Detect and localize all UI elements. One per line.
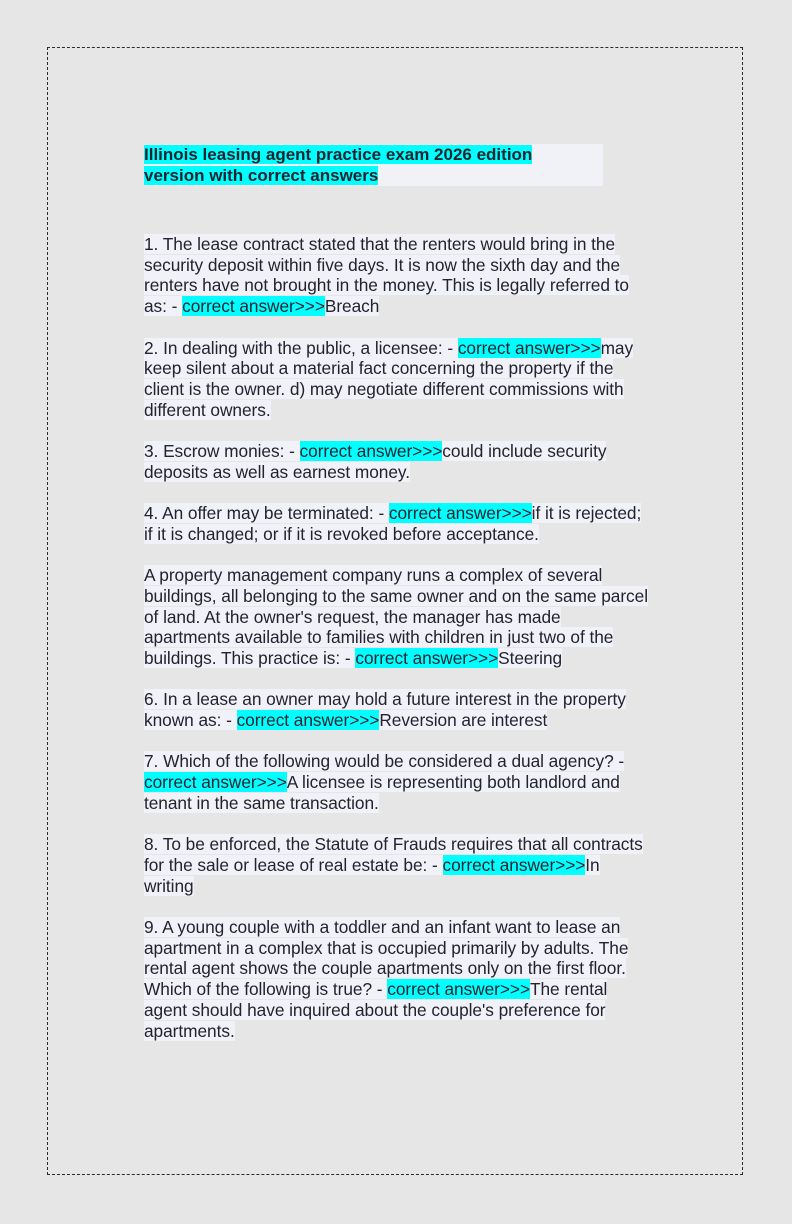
question-item-8 <box>144 834 650 896</box>
question-item-7 <box>144 751 650 813</box>
question-item-1 <box>144 234 650 317</box>
question-item-2 <box>144 338 650 421</box>
question-item-4 <box>144 503 650 544</box>
answer-label: correct answer>>> <box>144 772 287 793</box>
question-text: 1. The lease contract stated that the renters would bring in the security deposit within five days. It is now the sixth day and the renters have not brought in the money. This is legally referred to as: - <box>144 234 629 317</box>
answer-label: correct answer>>> <box>442 854 586 875</box>
question-item-3 <box>144 441 650 482</box>
answer-text: if it is rejected; if it is changed; or if it is revoked before acceptance. <box>144 503 642 544</box>
answer-label: correct answer>>> <box>457 337 601 358</box>
question-text: 3. Escrow monies: - <box>144 441 300 461</box>
answer-label: correct answer>>> <box>355 648 499 668</box>
answer-text: Reversion are interest <box>379 710 548 731</box>
title-block <box>144 144 603 186</box>
answer-text: The rental agent should have inquired about the couple's preference for apartments. <box>144 979 608 1041</box>
answer-text: Steering <box>498 648 563 668</box>
answer-label: correct answer>>> <box>387 979 530 1000</box>
question-item-5 <box>144 565 650 669</box>
title-line-1: Illinois leasing agent practice exam 2026 edition <box>144 145 533 164</box>
document-body <box>144 144 650 1062</box>
answer-text: A licensee is representing both landlord and tenant in the same transaction. <box>144 772 620 813</box>
question-text: 9. A young couple with a toddler and an infant want to lease an apartment in a complex that is occupied primarily by adults. The rental agent shows the couple apartments only on the first floor. Which of the following is true? - <box>144 917 629 1000</box>
answer-label: correct answer>>> <box>299 441 443 461</box>
question-text: 7. Which of the following would be considered a dual agency? - <box>144 751 625 772</box>
answer-text: may keep silent about a material fact concerning the property if the client is the owner. d) may negotiate different commissions with different owners. <box>144 337 634 420</box>
answer-text: Breach <box>324 296 380 317</box>
answer-text: In writing <box>144 854 600 896</box>
title-line-2: version with correct answers <box>144 165 379 185</box>
question-text: 4. An offer may be terminated: - <box>144 503 389 524</box>
question-text: 6. In a lease an owner may hold a future interest in the property known as: - <box>144 689 626 731</box>
answer-text: could include security deposits as well as earnest money. <box>144 441 607 482</box>
question-item-6 <box>144 689 650 730</box>
question-text: 2. In dealing with the public, a licensee: - <box>144 337 458 358</box>
question-text: 8. To be enforced, the Statute of Frauds requires that all contracts for the sale or lease of real estate be: - <box>144 834 643 875</box>
answer-label: correct answer>>> <box>388 503 532 524</box>
answer-label: correct answer>>> <box>182 296 325 317</box>
question-item-9 <box>144 917 650 1041</box>
answer-label: correct answer>>> <box>236 710 380 731</box>
question-text: A property management company runs a complex of several buildings, all belonging to the same owner and on the same parcel of land. At the owner's request, the manager has made apartments available to families with children in just two of the buildings. This practice is: - <box>144 565 648 668</box>
document-title <box>144 145 603 186</box>
